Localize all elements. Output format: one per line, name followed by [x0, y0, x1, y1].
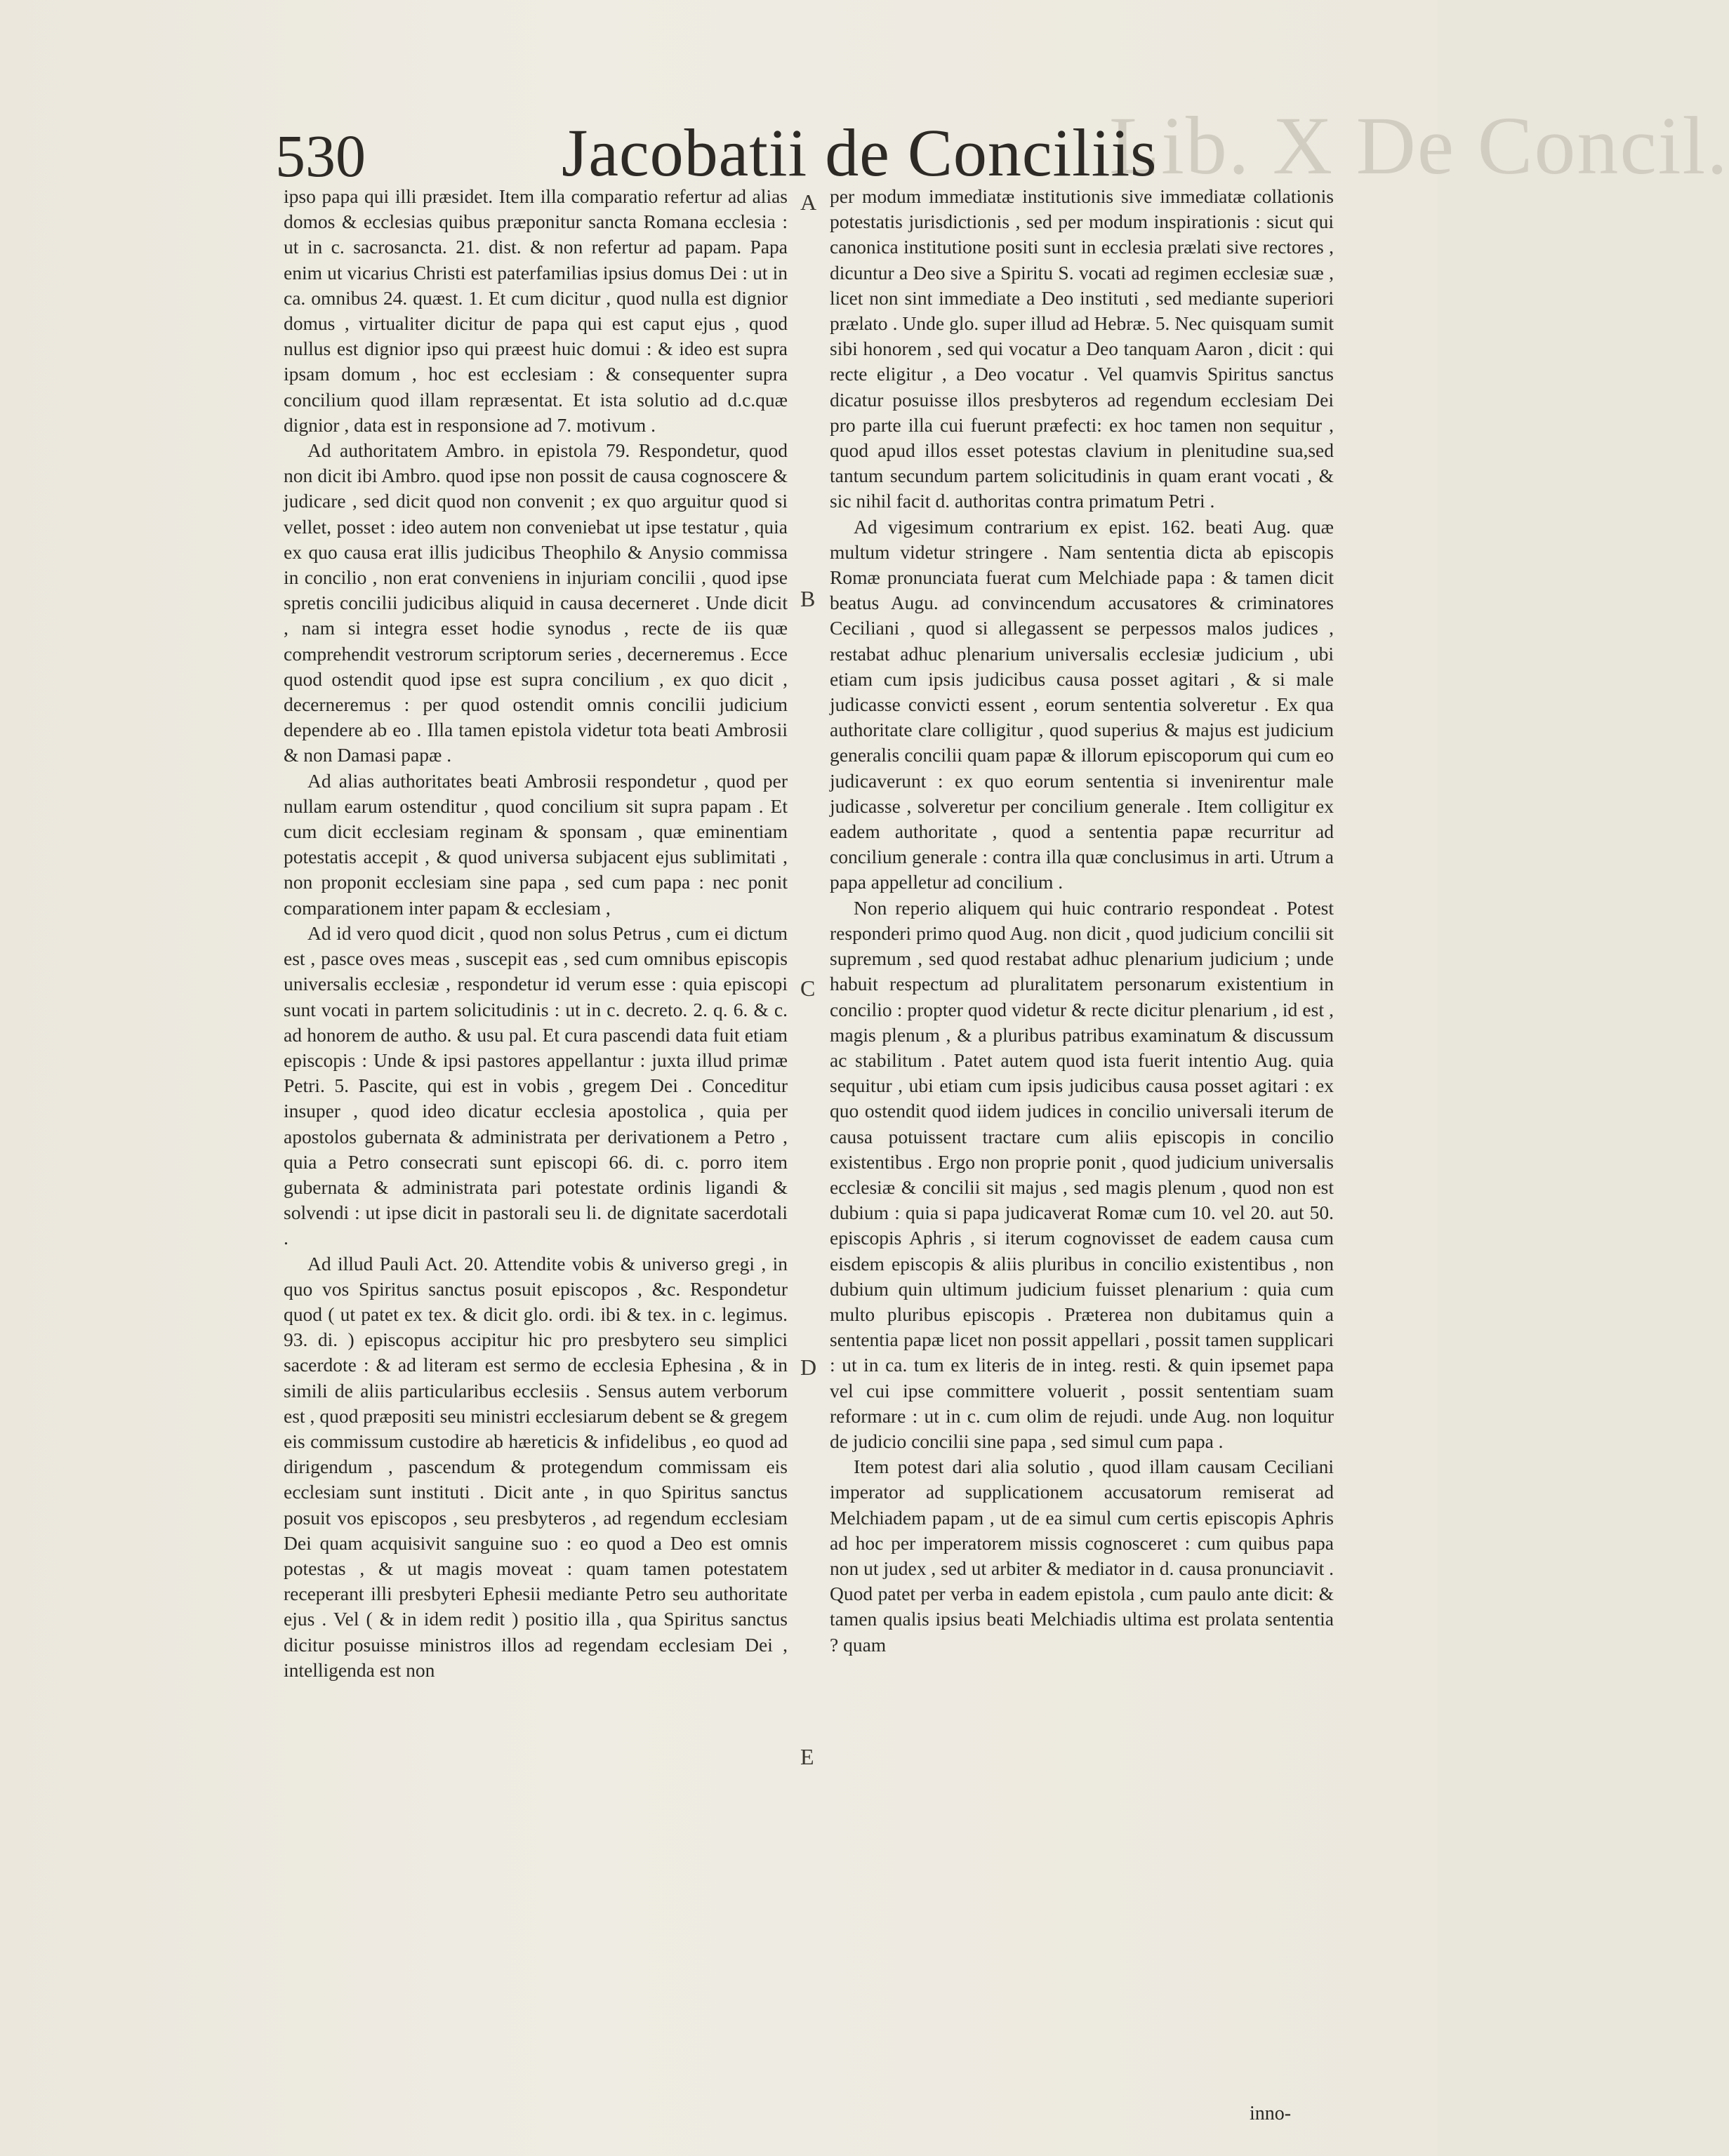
catchword: inno- — [1250, 2103, 1292, 2124]
margin-letter-e: E — [800, 1744, 814, 1769]
running-title: Jacobatii de Conciliis — [562, 115, 1158, 190]
margin-letter-c: C — [800, 976, 816, 1001]
paragraph: Ad authoritatem Ambro. in epistola 79. Respondetur, quod non dicit ibi Ambro. quod ipse non possit de causa cognoscere & judicare , sed dicit quod non convenit ; ex quo arguitur quod si vellet, posset : ideo autem non conveniebat ut ipse testatur , quia ex quo causa erat illis judicibus Theophilo & Anysio commissa in concilio , non erat conveniens in injuriam concilii , quod ipse spretis concilii judicibus aliquid in causa decerneret . Unde dicit , nam si integra esset hodie synodus , recte de iis quæ comprehendit vestrorum scriptorum series , decerneremus . Ecce quod ostendit quod ipse est supra concilium , ex quo dicit , decerneremus : per quod ostendit omnis concilii judicium dependere ab eo . Illa tamen epistola videtur tota beati Ambrosii & non Damasi papæ . — [284, 439, 788, 766]
page-number: 530 — [275, 122, 366, 189]
paragraph: ipso papa qui illi præsidet. Item illa comparatio refertur ad alias domos & ecclesias quibus præponitur sancta Romana ecclesia : ut in c. sacrosancta. 21. dist. & non refertur ad papam. Papa enim ut vicarius Christi est paterfamilias ipsius domus Dei : ut in ca. omnibus 24. quæst. 1. Et cum dicitur , quod nulla est dignior domus , virtualiter dicitur de papa qui est caput ejus , quod nullus est dignior ipso qui præest huic domui : & ideo est supra ipsam domum , hoc est ecclesiam : & consequenter supra concilium quod illam repræsentat. Et ista solutio ad d.c.quæ dignior , data est in responsione ad 7. motivum . — [284, 185, 788, 436]
margin-letter-b: B — [800, 586, 816, 611]
bleed-through-text: Lib. X De Concil. — [1109, 100, 1729, 192]
paragraph: Item potest dari alia solutio , quod illam causam Ceciliani imperator ad supplicationem accusatorum remiserat ad Melchiadem papam , ut de ea simul cum certis episcopis Aphris ad hoc per imperatorem missis cognosceret : cum quibus papa non ut judex , sed ut arbiter & mediator in d. causa pronunciavit . Quod patet per verba in eadem epistola , cum paulo ante dicit: & tamen qualis ipsius beati Melchiadis ultima est prolata sententia ? quam — [830, 1456, 1334, 1656]
right-column — [830, 184, 1334, 1658]
paragraph: Ad illud Pauli Act. 20. Attendite vobis & universo gregi , in quo vos Spiritus sanctus posuit episcopos , &c. Respondetur quod ( ut patet ex tex. & dicit glo. ordi. ibi & tex. in c. legimus. 93. di. ) episcopus accipitur hic pro presbytero seu simplici sacerdote : & ad literam est sermo de ecclesia Ephesina , & in simili de aliis particularibus ecclesiis . Sensus autem verborum est , quod præpositi seu ministri ecclesiarum debent se & gregem eis commissum custodire ab hæreticis & infidelibus , eo quod ad dirigendum , pascendum & protegendum commissam eis ecclesiam sunt instituti . Dicit ante , in quo Spiritus sanctus posuit vos episcopos , seu presbyteros , ad regendum ecclesiam Dei quam acquisivit sanguine suo : eo quod a Deo est omnis potestas , & ut magis moveat : quam tamen potestatem receperant illi presbyteri Ephesii mediante Petro seu authoritate ejus . Vel ( & in idem redit ) positio illa , qua Spiritus sanctus dicitur posuisse ministros illos ad regendam ecclesiam Dei , intelligenda est non — [284, 1252, 788, 1681]
paragraph: Ad id vero quod dicit , quod non solus Petrus , cum ei dictum est , pasce oves meas , suscepit eas , sed cum omnibus episcopis universalis ecclesiæ , respondetur id verum esse : quia episcopi sunt vocati in partem solicitudinis : ut in c. decreto. 2. q. 6. & c. ad honorem de autho. & usu pal. Et cura pascendi data fuit etiam episcopis : Unde & ipsi pastores appellantur : juxta illud primæ Petri. 5. Pascite, qui est in vobis , gregem Dei . Conceditur insuper , quod ideo dicatur ecclesia apostolica , quia per apostolos gubernata & administrata per derivationem a Petro , quia a Petro consecrati sunt episcopi 66. di. c. porro item gubernata & administrata pari potestate ordinis ligandi & solvendi : ut ipse dicit in pastorali seu li. de dignitate sacerdotali . — [284, 921, 788, 1249]
paragraph: Non reperio aliquem qui huic contrario respondeat . Potest responderi primo quod Aug. non dicit , quod judicium concilii sit supremum , sed quod restabat adhuc plenarium judicium ; unde habuit respectum ad pluralitatem personarum existentium in concilio : propter quod videtur & recte dicitur plenarium , id est , magis plenum , & a pluribus patribus examinatum & discussum ac stabilitum . Patet autem quod ista fuerit intentio Aug. quia sequitur , ubi etiam cum ipsis judicibus causa posset agitari : ex quo ostendit quod iidem judices in concilio universali iterum de causa potuissent tractare cum aliis episcopis in concilio existentibus . Ergo non proprie ponit , quod judicium universalis ecclesiæ & concilii sit majus , sed magis plenum , quod non est dubium : quia si papa judicaverat Romæ cum 10. vel 20. aut 50. episcopis Aphris , si iterum cognovisset de eadem causa cum eisdem episcopis & aliis pluribus in concilio existentibus , non dubium quin ultimum judicium fuisset plenarium : quia cum multo pluribus episcopis . Præterea non dubitamus quin a sententia papæ licet non possit appellari , possit tamen supplicari : ut in ca. tum ex literis de in integ. resti. & quin ipsemet papa vel cui ipse committere voluerit , possit sententiam suam reformare : ut in c. cum olim de rejudi. unde Aug. non loquitur de judicio concilii sine papa , sed simul cum papa . — [830, 896, 1334, 1452]
paragraph: Ad vigesimum contrarium ex epist. 162. beati Aug. quæ multum videtur stringere . Nam sententia dicta ab episcopis Romæ pronunciata fuerat cum Melchiade papa : & tamen dicit beatus Augu. ad convincendum accusatores & criminatores Ceciliani , quod si allegassent se perpessos malos judices , restabat adhuc plenarium universalis ecclesiæ judicium , ubi etiam cum ipsis judicibus causa posset agitari , & si male judicasse convicti essent , eorum sententia solveretur . Ex qua authoritate clare colligitur , quod superius & majus est judicium generalis concilii quam papæ & illorum episcoporum qui cum eo judicaverunt : ex quo eorum sententia si invenirentur male judicasse , solveretur per concilium generale . Item colligitur ex eadem authoritate , quod a sententia papæ recurritur ad concilium generale : contra illa quæ conclusimus in arti. Utrum a papa appelletur ad concilium . — [830, 515, 1334, 893]
left-column — [284, 184, 788, 1683]
margin-letter-d: D — [800, 1355, 817, 1380]
paragraph: Ad alias authoritates beati Ambrosii respondetur , quod per nullam earum ostenditur , quod concilium sit supra papam . Et cum dicit ecclesiam reginam & sponsam , quæ eminentiam potestatis accepit , & quod universa subjacent ejus sublimitati , non proponit ecclesiam sine papa , sed cum papa : nec ponit comparationem inter papam & ecclesiam , — [284, 769, 788, 919]
paragraph: per modum immediatæ institutionis sive immediatæ collationis potestatis jurisdictionis , sed per modum inspirationis : sicut qui canonica institutione positi sunt in ecclesia prælati sive rectores , dicuntur a Deo sive a Spiritu S. vocati ad regimen ecclesiæ suæ , licet non sint immediate a Deo instituti , sed mediante superiori prælato . Unde glo. super illud ad Hebræ. 5. Nec quisquam sumit sibi honorem , sed qui vocatur a Deo tanquam Aaron , dicit : qui recte eligitur , a Deo vocatur . Vel quamvis Spiritus sanctus dicatur posuisse illos presbyteros ad regendum ecclesiam Dei pro parte illa cui fuerunt præfecti: ex hoc tamen non sequitur , quod apud illos esset potestas clavium in plenitudine sua,sed tantum secundum partem solicitudinis in quam erant vocati , & sic nihil facit d. authoritas contra primatum Petri . — [830, 185, 1334, 512]
margin-letter-a: A — [800, 189, 817, 215]
